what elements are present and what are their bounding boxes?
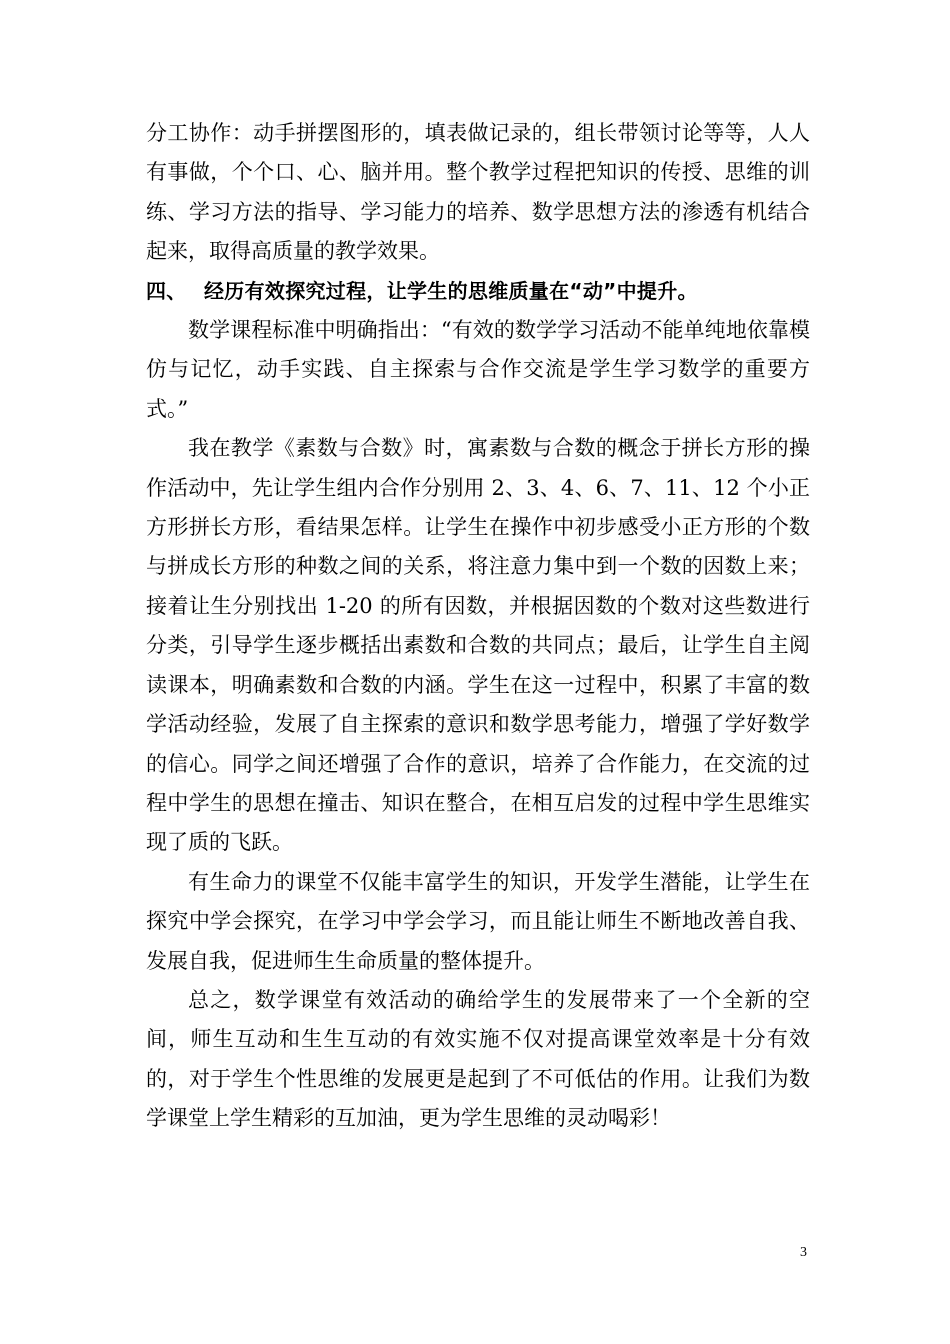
paragraph-conclusion: 总之，数学课堂有效活动的确给学生的发展带来了一个全新的空间，师生互动和生生互动的有效实施不仅对提高课堂效率是十分有效的，对于学生个性思维的发展更是起到了不可低估的作用。让我们为数学课堂上学生精彩的互加油，更为学生思维的灵动喝彩！ <box>146 987 810 1131</box>
page-number: 3 <box>800 1245 807 1260</box>
section-title: 经历有效探究过程，让学生的思维质量在“动”中提升。 <box>204 278 698 303</box>
section-number: 四、 <box>146 278 187 303</box>
paragraph-living-classroom: 有生命力的课堂不仅能丰富学生的知识，开发学生潜能，让学生在探究中学会探究，在学习中学会学习，而且能让师生不断地改善自我、发展自我，促进师生生命质量的整体提升。 <box>146 869 810 973</box>
paragraph-teaching-example: 我在教学《素数与合数》时，寓素数与合数的概念于拼长方形的操作活动中，先让学生组内合作分别用 2、3、4、6、7、11、12 个小正方形拼长方形，看结果怎样。让学生在操作中初步感受小正方形的个数与拼成长方形的种数之间的关系，将注意力集中到一个数的因数上来；接着让生分别找出 1-20 的所有因数，并根据因数的个数对这些数进行分类，引导学生逐步概括出素数和合数的共同点；最后，让学生自主阅读课本，明确素数和合数的内涵。学生在这一过程中，积累了丰富的数学活动经验，发展了自主探索的意识和数学思考能力，增强了学好数学的信心。同学之间还增强了合作的意识，培养了合作能力，在交流的过程中学生的思想在撞击、知识在整合，在相互启发的过程中学生思维实现了质的飞跃。 <box>146 436 810 855</box>
body-text <box>146 114 810 1139</box>
paragraph-continued: 分工协作：动手拼摆图形的，填表做记录的，组长带领讨论等等，人人有事做，个个口、心、脑并用。整个教学过程把知识的传授、思维的训练、学习方法的指导、学习能力的培养、数学思想方法的渗透有机结合起来，取得高质量的教学效果。 <box>146 121 810 264</box>
paragraph-curriculum-quote: 数学课程标准中明确指出：“有效的数学学习活动不能单纯地依靠模仿与记忆，动手实践、自主探索与合作交流是学生学习数学的重要方式。” <box>146 318 810 421</box>
section-heading <box>146 272 810 311</box>
